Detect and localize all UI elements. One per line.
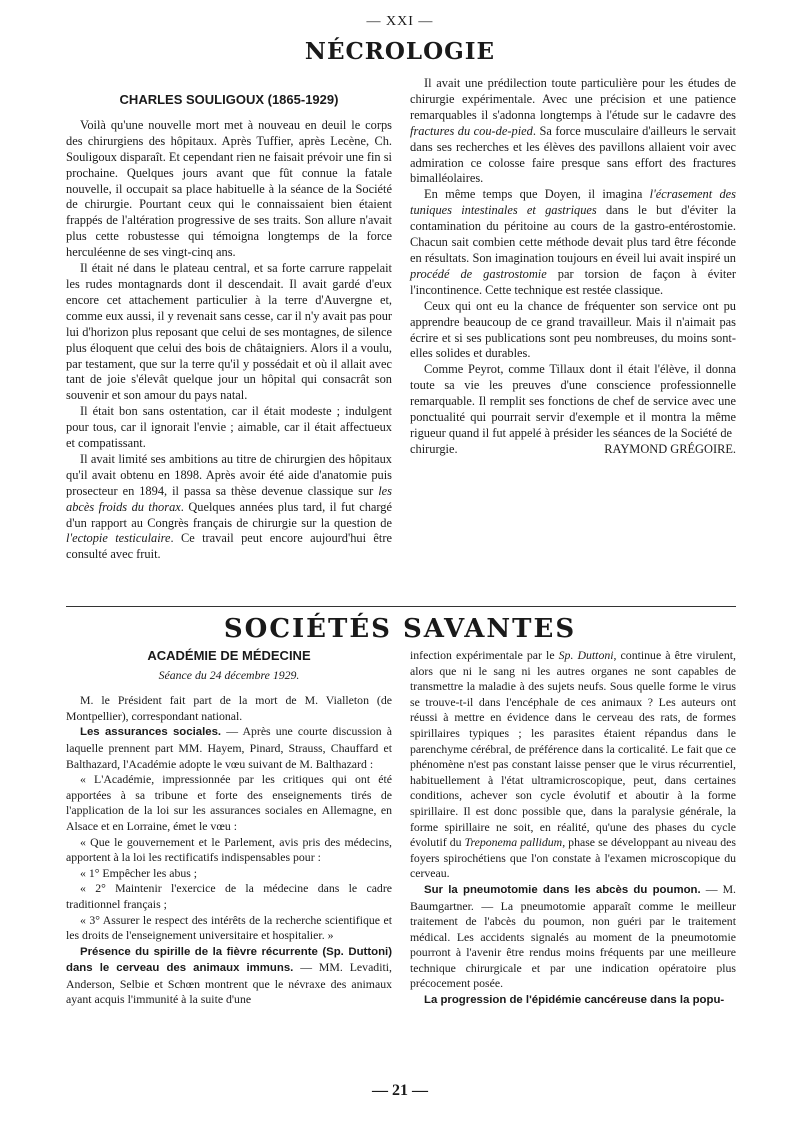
academie-column-left	[66, 648, 392, 1008]
necro-paragraph-3: Il était bon sans ostentation, car il était modeste ; indulgent pour tous, car il ignorait l'envie ; aimable, car il était affectueux et compatissant.	[66, 404, 392, 451]
page-number: — 21 —	[372, 1082, 428, 1099]
spirille-continued: infection expérimentale par le Sp. Duttoni, continue à être virulent, alors que ni le sang ni les autres organes ne sont capables de transmettre la maladie à des sujets neufs. Sous quelle forme le virus se trouve-t-il dans l'encéphale de ces animaux ? Les auteurs ont réussi à mettre en évidence dans le cerveau des rats, de formes spirillaires typiques ; les parasites étaient répandus dans le parenchyme cérébral, de préférence dans la corticalité. Le fait que ce phénomène n'est pas constant laisse penser que le virus récurrentiel, habituellement à l'état ultramicroscopique, peut, dans certaines conditions, achever son cycle évolutif et aboutir à la forme spirillaire. Il est donc possible que, dans la paralysie générale, la forme spirillaire ne soit, en réalité, qu'une des phases du cycle évolutif du Treponema pallidum, phase se développant au niveau des foyers spirochétiens que l'on constate à l'examen microscopique du cerveau.	[410, 648, 737, 881]
voeu-quote-4: « 2° Maintenir l'exercice de la médecine dans le cadre traditionnel français ;	[66, 881, 392, 911]
voeu-quote-1: « L'Académie, impressionnée par les critiques qui ont été apportées à sa tribune et forte des enseignements tirés de l'application de la loi sur les assurances sociales en Allemagne, en Alsace et en Lorraine, émet le vœu :	[66, 772, 392, 833]
page-roman-numeral: — XXI —	[366, 14, 434, 29]
obituary-heading: CHARLES SOULIGOUX (1865-1929)	[119, 92, 339, 107]
academie-heading: ACADÉMIE DE MÉDECINE	[147, 648, 311, 663]
spirille-paragraph: Présence du spirille de la fièvre récurrente (Sp. Duttoni) dans le cerveau des animaux immuns. — MM. Levaditi, Anderson, Selbie et Schœn montrent que le névraxe des animaux ayant acquis l'immunité à la suite d'une	[66, 945, 392, 1007]
necro-paragraph-5: Il avait une prédilection toute particulière pour les études de chirurgie expérimentale. Avec une précision et une patience remarquables il s'adonna longtemps à l'étude sur le cadavre des fractures du cou-de-pied. Sa force musculaire d'ailleurs le servait dans ses recherches et les élèves des pavillons allaient voir avec admiration ce colosse faire presque sans effort des fractures bimalléolaires.	[410, 76, 736, 186]
assurances-paragraph: Les assurances sociales. — Après une courte discussion à laquelle prennent part MM. Hayem, Pinard, Strauss, Chauffard et Balthazard, l'Académie adopte le vœu suivant de M. Balthazard :	[66, 724, 392, 771]
seance-date: Séance du 24 décembre 1929.	[158, 667, 300, 682]
necrologie-column-right	[410, 76, 736, 458]
signature-line: chirurgie. RAYMOND GRÉGOIRE.	[410, 441, 736, 456]
author-signature: RAYMOND GRÉGOIRE.	[604, 441, 736, 456]
necro-paragraph-7: Ceux qui ont eu la chance de fréquenter son service ont pu apprendre beaucoup de ce grand travailleur. Mais il n'aimait pas écrire et si ses publications sont peu nombreuses, du moins sont-elles solides et durables.	[410, 298, 736, 361]
cancer-paragraph-start: La progression de l'épidémie cancéreuse dans la popu-	[424, 994, 725, 1007]
pneumotomie-paragraph: Sur la pneumotomie dans les abcès du poumon. — M. Baumgartner. — La pneumotomie apparaît comme le meilleur traitement de l'abcès du poumon, non guéri par le traitement médical. Les accidents signalés au moment de la pneumotomie pourront à l'avenir être rendus moins fréquents par une meilleure technique chirurgicale et par une indication opératoire plus précocement posée.	[410, 881, 737, 991]
academie-paragraph-1: M. le Président fait part de la mort de M. Vialleton (de Montpellier), correspondant national.	[66, 693, 392, 723]
necro-paragraph-8: Comme Peyrot, comme Tillaux dont il était l'élève, il donna toute sa vie les preuves d'une conscience professionnelle remarquable. Il remplit ses fonctions de chef de service avec une ponctualité qui pourrait servir d'exemple et il montra la même rigueur quand il fut appelé à présider les séances de la Société de	[410, 362, 736, 440]
voeu-quote-2: « Que le gouvernement et le Parlement, avis pris des médecins, apportent à la loi les rectificatifs indispensables pour :	[66, 834, 392, 865]
necro-paragraph-2: Il était né dans le plateau central, et sa forte carrure rappelait les rudes montagnards dont il descendait. Il avait gardé d'eux encore cet attachement particulier à la terre d'Auvergne et, comme eux aussi, il y revenait sans cesse, car il n'y avait pas pour lui d'horizon plus reposant que celui de ses montagnes, de silence plus éloquent que celui des bois de châtaigniers. Alors il a voulu, par testament, que sur la terre qu'il y possédait et où il allait avec tant de joie s'élevât quelque jour un hôpital qui consacrât son souvenir et son amour du pays natal.	[66, 261, 393, 403]
necrologie-column-left	[66, 92, 392, 563]
voeu-quote-3: « 1° Empêcher les abus ;	[80, 865, 198, 880]
necro-paragraph-1: Voilà qu'une nouvelle mort met à nouveau en deuil le corps des chirurgiens des hôpitaux. Après Tuffier, après Lecène, Ch. Souligoux disparaît. Et cependant rien ne faisait prévoir une fin si prochaine. Quelques jours avant que fût connue la fatale nouvelle, il occupait sa place habituelle à la séance de la Société de chirurgie. Pourtant ceux qui le connaissaient bien étaient frappés de l'altération progressive de ses traits. Son allure n'avait plus cette robustesse qui témoigna longtemps de la force herculéenne de ses vingt-cinq ans.	[66, 117, 392, 260]
necro-paragraph-6: En même temps que Doyen, il imagina l'écrasement des tuniques intestinales et gastriques dans le but d'éviter la contamination du péritoine au cours de la gastro-entérostomie. Chacun sait combien cette méthode devait plus tard être féconde en résultats. Son imagination toujours en éveil lui avait inspiré un procédé de gastrostomie par torsion de façon à éviter l'incontinence. Cette technique est restée classique.	[410, 187, 737, 297]
section-title-necrologie: NÉCROLOGIE	[304, 38, 496, 65]
necro-paragraph-4: Il avait limité ses ambitions au titre de chirurgien des hôpitaux qu'il avait obtenu en 1898. Après avoir été aide d'anatomie puis prosecteur en 1894, il passa sa thèse devenue classique sur les abcès froids du thorax. Quelques années plus tard, il fut chargé d'un rapport au Congrès français de chirurgie sur la question de l'ectopie testiculaire. Ce travail peut encore aujourd'hui être consulté avec fruit.	[66, 451, 392, 562]
section-title-societes: SOCIÉTÉS SAVANTES	[223, 614, 577, 644]
academie-column-right	[410, 648, 736, 1009]
voeu-quote-5: « 3° Assurer le respect des intérêts de la recherche scientifique et les droits de l'enseignement universitaire et hospitalier. »	[66, 912, 392, 943]
section-divider	[66, 606, 736, 607]
